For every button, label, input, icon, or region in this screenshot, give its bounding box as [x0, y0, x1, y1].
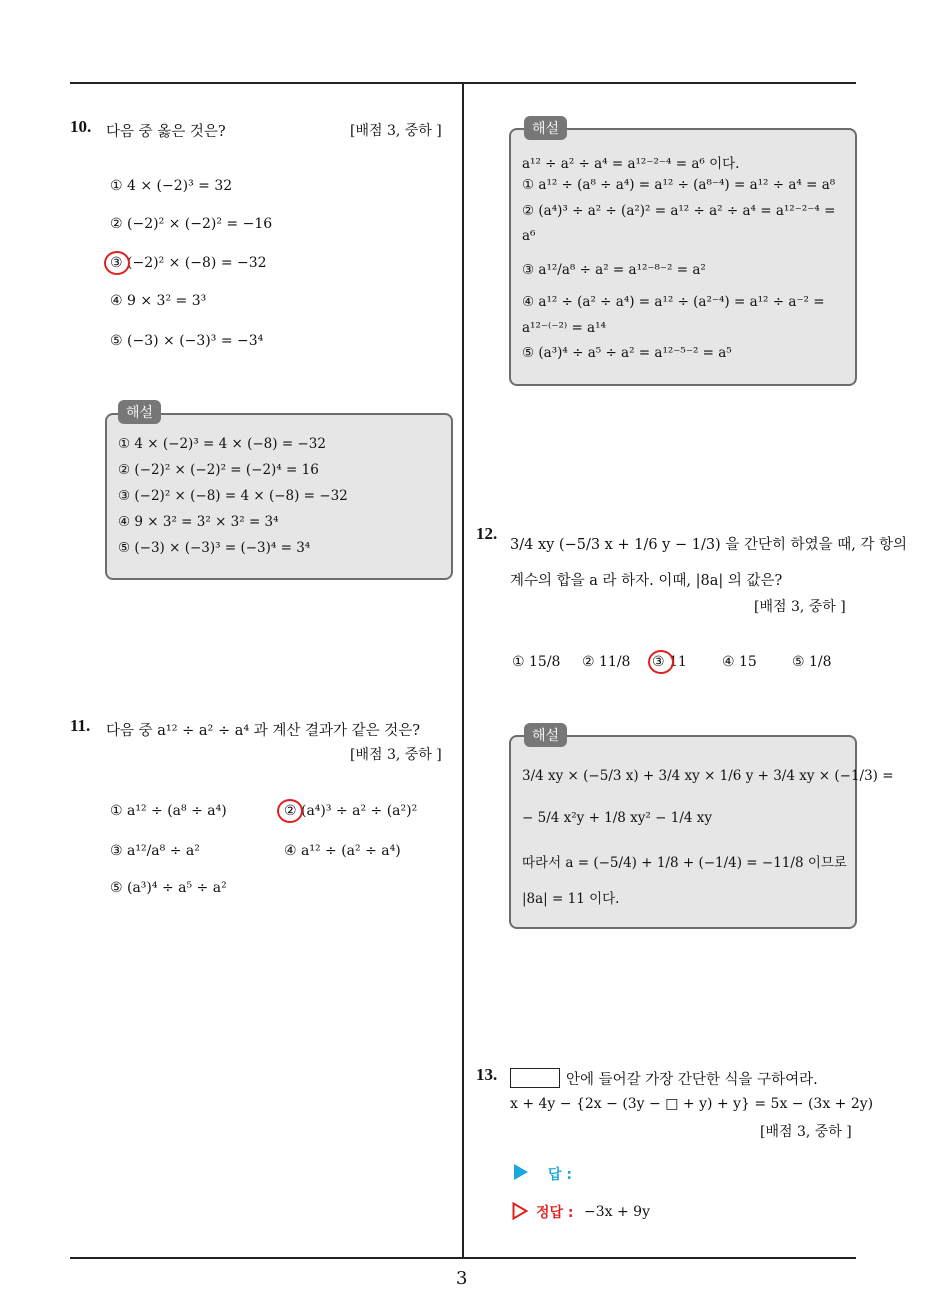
- q12-option-4[interactable]: ④ 15: [722, 654, 757, 670]
- q11-question: 다음 중 a¹² ÷ a² ÷ a⁴ 과 계산 결과가 같은 것은?: [106, 723, 421, 739]
- q12-score: [배점 3, 중하 ]: [754, 599, 846, 615]
- correct-arrow-icon: [512, 1202, 528, 1224]
- column-divider: [462, 82, 464, 1258]
- q12-solution-tag: 해설: [524, 723, 567, 747]
- q13-correct-value: −3x + 9y: [584, 1204, 650, 1220]
- q10-answer-circle: [104, 251, 130, 275]
- q12-solution-line: |8a| = 11 이다.: [522, 891, 620, 907]
- q13-score: [배점 3, 중하 ]: [760, 1124, 852, 1140]
- q11-solution-line: a⁶: [522, 228, 536, 244]
- q13-blank-box: [510, 1068, 560, 1088]
- q13-question: 안에 들어갈 가장 간단한 식을 구하여라.: [566, 1072, 818, 1088]
- q11-solution-line: ⑤ (a³)⁴ ÷ a⁵ ÷ a² = a¹²⁻⁵⁻² = a⁵: [522, 345, 732, 361]
- q11-solution-line: a¹² ÷ a² ÷ a⁴ = a¹²⁻²⁻⁴ = a⁶ 이다.: [522, 156, 740, 172]
- q11-solution-line: ② (a⁴)³ ÷ a² ÷ (a²)² = a¹² ÷ a² ÷ a⁴ = a¹²⁻²⁻⁴ =: [522, 203, 836, 219]
- q10-number: 10.: [70, 117, 92, 136]
- q11-option-5[interactable]: ⑤ (a³)⁴ ÷ a⁵ ÷ a²: [110, 880, 227, 896]
- q10-solution-line: ① 4 × (−2)³ = 4 × (−8) = −32: [118, 436, 326, 452]
- q10-solution-line: ④ 9 × 3² = 3² × 3² = 3⁴: [118, 514, 279, 530]
- q13-number: 13.: [476, 1065, 498, 1084]
- page-number: 3: [456, 1268, 468, 1289]
- q13-answer-label: 답 :: [548, 1167, 572, 1183]
- q11-solution-line: a¹²⁻⁽⁻²⁾ = a¹⁴: [522, 320, 606, 336]
- q12-question-line1: 3/4 xy (−5/3 x + 1/6 y − 1/3) 을 간단히 하였을 때, 각 항의: [510, 537, 908, 553]
- q13-correct-label: 정답 :: [536, 1205, 574, 1221]
- q12-option-5[interactable]: ⑤ 1/8: [792, 654, 832, 670]
- q10-option-4[interactable]: ④ 9 × 3² = 3³: [110, 293, 207, 309]
- q10-solution-line: ⑤ (−3) × (−3)³ = (−3)⁴ = 3⁴: [118, 540, 311, 556]
- q12-option-3[interactable]: ③ 11: [652, 654, 687, 670]
- q12-option-2[interactable]: ② 11/8: [582, 654, 631, 670]
- q12-number: 12.: [476, 524, 498, 543]
- q10-solution-tag: 해설: [118, 400, 161, 424]
- q11-option-3[interactable]: ③ a¹²/a⁸ ÷ a²: [110, 843, 200, 859]
- q11-solution-line: ③ a¹²/a⁸ ÷ a² = a¹²⁻⁸⁻² = a²: [522, 262, 706, 278]
- q13-equation: x + 4y − {2x − (3y − □ + y) + y} = 5x − (3x + 2y): [510, 1096, 874, 1112]
- q10-solution-line: ③ (−2)² × (−8) = 4 × (−8) = −32: [118, 488, 348, 504]
- q11-solution-line: ① a¹² ÷ (a⁸ ÷ a⁴) = a¹² ÷ (a⁸⁻⁴) = a¹² ÷ a⁴ = a⁸: [522, 177, 836, 193]
- q11-score: [배점 3, 중하 ]: [350, 747, 442, 763]
- q11-number: 11.: [70, 716, 91, 735]
- q10-option-3[interactable]: ③ (−2)² × (−8) = −32: [110, 255, 267, 271]
- q11-option-1[interactable]: ① a¹² ÷ (a⁸ ÷ a⁴): [110, 803, 227, 819]
- q11-solution-line: ④ a¹² ÷ (a² ÷ a⁴) = a¹² ÷ (a²⁻⁴) = a¹² ÷ a⁻² =: [522, 294, 825, 310]
- q12-solution-line: − 5/4 x²y + 1/8 xy² − 1/4 xy: [522, 810, 712, 826]
- q10-option-1[interactable]: ① 4 × (−2)³ = 32: [110, 178, 233, 194]
- q11-option-2[interactable]: ② (a⁴)³ ÷ a² ÷ (a²)²: [284, 803, 418, 819]
- q12-option-1[interactable]: ① 15/8: [512, 654, 561, 670]
- q11-answer-circle: [277, 799, 303, 823]
- q10-score: [배점 3, 중하 ]: [350, 123, 442, 139]
- q12-solution-line: 3/4 xy × (−5/3 x) + 3/4 xy × 1/6 y + 3/4 xy × (−1/3) =: [522, 768, 894, 784]
- q11-option-4[interactable]: ④ a¹² ÷ (a² ÷ a⁴): [284, 843, 401, 859]
- q12-solution-line: 따라서 a = (−5/4) + 1/8 + (−1/4) = −11/8 이므로: [522, 855, 847, 871]
- q12-question-line2: 계수의 합을 a 라 하자. 이때, |8a| 의 값은?: [510, 573, 783, 589]
- q11-solution-tag: 해설: [524, 116, 567, 140]
- answer-arrow-icon: [514, 1164, 528, 1184]
- q10-option-2[interactable]: ② (−2)² × (−2)² = −16: [110, 216, 273, 232]
- q12-answer-circle: [648, 650, 674, 674]
- q10-option-5[interactable]: ⑤ (−3) × (−3)³ = −3⁴: [110, 333, 264, 349]
- q10-solution-line: ② (−2)² × (−2)² = (−2)⁴ = 16: [118, 462, 319, 478]
- q10-question: 다음 중 옳은 것은?: [106, 124, 226, 140]
